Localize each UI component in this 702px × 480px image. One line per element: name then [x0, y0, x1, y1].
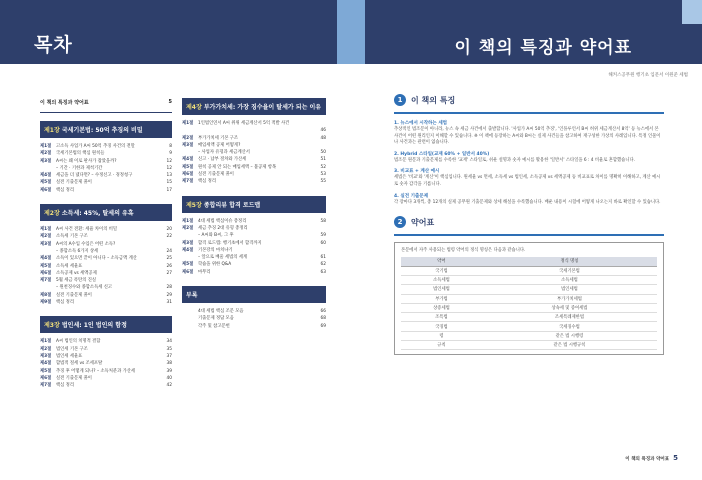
left-header — [0, 0, 351, 64]
toc-entry[interactable] — [182, 323, 326, 330]
entry-title: 핵심 정리 — [56, 187, 74, 193]
entry-title: 기본강의 마치냐기 — [198, 247, 233, 253]
header-stripe — [351, 0, 365, 64]
entry-title — [198, 127, 319, 134]
entry-number: 제9절 — [40, 300, 52, 306]
entry-number — [182, 127, 198, 134]
feature-title: 2. Hybrid 스타일(교재 60% + 일반서 40%) — [394, 151, 490, 157]
toc-entry[interactable] — [182, 127, 326, 134]
chapter-title: 부가가치세: 가장 징수율이 탈세가 되는 이유 — [203, 104, 322, 111]
toc-entry[interactable] — [182, 218, 326, 225]
entry-title: 4대 세법 핵심이슈 총정리 — [198, 218, 247, 224]
entry-page: 8 — [169, 144, 172, 149]
entry-number — [182, 315, 198, 322]
entry-number: 제3절 — [40, 353, 52, 359]
abbr-full: 같은 법 시행령 — [482, 331, 657, 340]
entry-page: 55 — [320, 179, 326, 185]
toc-entry[interactable] — [182, 269, 326, 276]
toc-top-page: 5 — [168, 99, 172, 105]
abbr-short: 소득세법 — [401, 275, 482, 284]
entry-page: 59 — [320, 233, 326, 239]
entry-number: 제4절 — [182, 247, 194, 253]
chapter-title: 법인세: 1인 법인의 함정 — [61, 322, 127, 330]
table-row — [401, 303, 657, 312]
feature-body: 법조문 원문과 기출문제를 수록한 '교재' 스타일로, 쉬운 설명과 숫자 예시를 활용한 '일반서' 스타일을 6 : 4 비율로 혼합했습니다. — [394, 157, 635, 163]
table-row — [401, 313, 657, 322]
entry-title: 핵심 정리 — [56, 383, 74, 389]
entry-page: 38 — [166, 361, 172, 367]
entry-title: 국세기본법의 핵심 원칙들 — [56, 151, 105, 157]
toc-entry[interactable] — [40, 255, 172, 262]
right-subtitle: 해커스공무원 행기초 입문서 이원준 세법 — [608, 73, 688, 78]
abbr-short: 규칙 — [401, 341, 482, 350]
entry-number: 제7절 — [40, 383, 52, 389]
entry-page: 20 — [166, 227, 172, 233]
entry-page: 24 — [166, 248, 172, 254]
entry-page: 62 — [320, 262, 326, 268]
toc-entry[interactable] — [40, 299, 172, 306]
section-2-heading — [394, 216, 664, 228]
entry-number: 제5절 — [40, 180, 52, 186]
chapter-number: 제2장 — [44, 210, 60, 218]
toc-entry[interactable] — [40, 233, 172, 240]
toc-entry[interactable] — [40, 270, 172, 277]
toc-entry[interactable] — [182, 171, 326, 178]
abbr-full: 국세징수법 — [482, 322, 657, 331]
entry-title: 학습을 위한 Q&A — [198, 262, 232, 268]
toc-entry[interactable] — [40, 179, 172, 186]
feature-body: 각 장마다 3개씩, 총 12개의 실제 공무원 기출문제와 상세 해설을 수록했습니다. 배운 내용이 시험에 어떻게 나오는지 바로 확인할 수 있습니다. — [394, 199, 661, 205]
entry-page: 28 — [166, 285, 172, 291]
corner-tab-right — [682, 0, 702, 24]
entry-title: 법인세 기본 구조 — [56, 346, 88, 352]
abbr-short: 국기법 — [401, 266, 482, 275]
section-number-badge: 2 — [394, 216, 406, 228]
entry-page — [324, 142, 326, 149]
entry-title: 추징 후 어떻게 되나? – 소득처분과 가산세 — [56, 368, 136, 374]
toc-entry[interactable] — [182, 164, 326, 171]
entry-page: 58 — [320, 218, 326, 224]
entry-number — [40, 165, 56, 172]
table-row — [401, 275, 657, 284]
table-row — [401, 266, 657, 275]
entry-page — [170, 241, 172, 248]
toc-entry[interactable] — [182, 308, 326, 315]
entry-number: 제1절 — [182, 121, 194, 126]
chapters-col2 — [182, 98, 326, 330]
entry-page: 40 — [166, 375, 172, 381]
entry-number — [182, 254, 198, 261]
features-list — [394, 120, 664, 206]
entry-number — [182, 149, 198, 156]
entry-number: 제7절 — [40, 278, 52, 284]
entry-number: 제4절 — [40, 173, 52, 179]
chapter-title: 종합리뷰 합격 로드맵 — [203, 201, 261, 209]
toc-entry[interactable] — [182, 315, 326, 322]
feature-body: 세법은 '비교'와 '계산'이 핵심입니다. 원세율 vs 면세, 소득세 vs 법인세, 소득공제 vs 세액공제 등 비교표로 차이를 명확히 이해하고, 계산 예시로 숫자 감각을 기릅니다. — [394, 175, 661, 187]
entry-number: 제5절 — [40, 263, 52, 269]
entry-title: A씨 사건 전환: 세율 차이의 비밀 — [56, 227, 118, 233]
left-title: 목차 — [34, 34, 73, 56]
toc-column-1 — [40, 98, 172, 399]
entry-title: 실전 기출문제 풀이 — [56, 375, 92, 381]
chapter-section — [182, 286, 326, 330]
chapter-number: 제5장 — [186, 201, 202, 209]
table-row — [401, 285, 657, 294]
feature-title: 4. 실전 기출문제 — [394, 193, 429, 199]
entry-number: 제3절 — [182, 142, 194, 148]
entry-title: 소득세 기본 구조 — [56, 234, 88, 240]
toc-entry[interactable] — [40, 158, 172, 165]
entry-title: 법인세 세율표 — [56, 353, 83, 359]
entry-page: 48 — [320, 135, 326, 141]
toc-entry[interactable] — [40, 150, 172, 157]
entry-page: 52 — [320, 164, 326, 170]
entry-title: 핵심 정리 — [56, 300, 74, 306]
abbreviation-box — [394, 242, 664, 355]
entry-page: 22 — [166, 234, 172, 240]
footer-label: 이 책의 특징과 약어표 — [625, 457, 670, 462]
toc-top-label: 이 책의 특징과 약어표 — [40, 100, 89, 106]
entry-number — [40, 248, 56, 255]
section-1-heading — [394, 94, 664, 106]
chapter-section — [182, 98, 326, 186]
entry-page — [324, 120, 326, 127]
table-row — [401, 322, 657, 331]
entry-number — [182, 308, 198, 315]
entry-title: 마무리 — [198, 269, 211, 275]
toc-entry[interactable] — [182, 225, 326, 232]
entry-page: 27 — [166, 270, 172, 276]
entry-title: 세금을 더 냈다면? – 수정신고 · 경정청구 — [56, 173, 133, 179]
chapter-title: 소득세: 45%, 탈세의 유혹 — [61, 210, 134, 218]
entry-page: 39 — [166, 368, 172, 374]
abbr-full: 법인세법 — [482, 285, 657, 294]
section-title: 이 책의 특징 — [411, 95, 456, 105]
entry-number — [182, 232, 198, 239]
entry-number: 제4절 — [40, 256, 52, 262]
entry-number: 제8절 — [40, 292, 52, 298]
table-header: 정식 명칭 — [482, 257, 657, 266]
entry-number: 제6절 — [40, 375, 52, 381]
feature-item — [394, 151, 664, 165]
entry-title: 소득이 있으면 끝이 아니다 – 소득금액 계산 — [56, 256, 137, 262]
right-content — [394, 94, 664, 355]
toc-entry[interactable] — [40, 248, 172, 255]
section-rule — [394, 112, 664, 114]
entry-number: 제2절 — [40, 151, 52, 157]
toc-entry[interactable] — [182, 156, 326, 163]
entry-title: 합법적 절세 vs 조세포탈 — [56, 361, 103, 367]
entry-number: 제1절 — [40, 144, 52, 149]
abbr-full: 부가가치세법 — [482, 294, 657, 303]
toc-entry[interactable] — [40, 284, 172, 291]
entry-page: 37 — [166, 353, 172, 359]
entry-title: 실전 기출문제 풀이 — [56, 180, 92, 186]
toc-entry[interactable] — [40, 346, 172, 353]
entry-number: 제4절 — [182, 157, 194, 163]
entry-page — [170, 277, 172, 284]
entry-number: 제3절 — [182, 240, 194, 246]
toc-entry[interactable] — [182, 240, 326, 247]
toc-entry[interactable] — [182, 149, 326, 156]
toc-entry[interactable] — [40, 368, 172, 375]
table-row — [401, 331, 657, 340]
entry-page: 50 — [320, 150, 326, 156]
abbr-full: 같은 법 시행규칙 — [482, 341, 657, 350]
entry-number: 제5절 — [40, 368, 52, 374]
abbr-full: 소득세법 — [482, 275, 657, 284]
entry-page: 69 — [320, 323, 326, 329]
entry-page: 63 — [320, 269, 326, 275]
entry-number: 제1절 — [182, 218, 194, 224]
table-row — [401, 294, 657, 303]
entry-page: 35 — [166, 346, 172, 352]
chapter-band[interactable] — [182, 286, 326, 303]
entry-number: 제6절 — [182, 172, 194, 178]
entry-title: 원칙 공제 안 되는 매입세액 – 불공제 항목 — [198, 164, 277, 170]
entry-page: 51 — [320, 157, 326, 163]
table-row — [401, 341, 657, 350]
entry-number: 제2절 — [40, 234, 52, 240]
entry-page: 25 — [166, 256, 172, 262]
entry-title: – 사업자 유형과 세금계산서 — [198, 150, 250, 156]
feature-item — [394, 193, 664, 207]
section-rule — [394, 234, 664, 236]
toc-entry[interactable] — [40, 277, 172, 284]
entry-number: 제1절 — [40, 339, 52, 345]
chapter-section — [40, 121, 172, 194]
chapters-col1 — [40, 121, 172, 389]
toc-entry[interactable] — [40, 187, 172, 194]
toc-column-2 — [182, 98, 326, 340]
chapter-section — [40, 204, 172, 306]
feature-title: 1. 뉴스에서 시작하는 세법 — [394, 121, 448, 126]
entry-title: 핵심 정리 — [198, 179, 216, 185]
feature-body: 추상적인 법조문이 아니라, 뉴스 속 세금 사건에서 출발합니다. '사업가 A씨 50억 추징', '인플루언서 B씨 허위 세금계산서 8억' 등 뉴스에서 본 사건이 어떤 원리인지 이해할 수 있습니다. ※ 이 책에 등장하는 A씨와 B씨는 실제 사건들을 참고하여 재구성한 가상의 사례입니다. 특정 인물이나 사건과는 관련이 없습니다. — [394, 127, 661, 146]
entry-number: 제4절 — [40, 361, 52, 367]
chapter-band[interactable] — [182, 98, 326, 115]
abbr-full: 조세특례제한법 — [482, 313, 657, 322]
abbr-short: 령 — [401, 331, 482, 340]
feature-title: 3. 비교표 + 계산 예시 — [394, 169, 440, 175]
toc-entry[interactable] — [40, 165, 172, 172]
entry-number: 제5절 — [182, 164, 194, 170]
abbr-short: 조특법 — [401, 313, 482, 322]
entry-number: 제6절 — [182, 269, 194, 275]
toc-entry[interactable] — [40, 382, 172, 389]
toc-entry[interactable] — [40, 338, 172, 345]
entry-title: 부가가치세 기본 구조 — [198, 135, 239, 141]
abbr-short: 부가법 — [401, 294, 482, 303]
entry-title: – 종합소득 6가지 상세 — [56, 248, 99, 254]
entry-page — [324, 247, 326, 254]
right-header — [351, 0, 702, 64]
entry-number: 제5절 — [182, 262, 194, 268]
entry-page: 17 — [166, 187, 172, 193]
entry-title: A씨는 왜 이로 판사가 잡았을까? — [56, 158, 117, 164]
entry-title: – 앞으로 배울 세법의 세계 — [198, 255, 248, 261]
chapter-number: 제1장 — [44, 127, 60, 134]
toc-entry[interactable] — [40, 375, 172, 382]
chapter-title: 국세기본법: 50억 추징의 비밀 — [61, 127, 143, 134]
chapter-section — [182, 196, 326, 276]
entry-page: 15 — [166, 180, 172, 186]
page-number: 5 — [673, 454, 678, 462]
header-stripe — [337, 0, 351, 64]
entry-number: 제2절 — [40, 346, 52, 352]
chapter-section — [40, 316, 172, 389]
right-title: 이 책의 특징과 약어표 — [454, 38, 632, 58]
entry-title: 실전 기출문제 풀이 — [56, 292, 92, 298]
entry-page: 29 — [166, 292, 172, 298]
toc-entry[interactable] — [182, 247, 326, 254]
entry-title: 고소득 사업가 A씨 50억 추징 사건의 전말 — [56, 144, 135, 149]
abbreviation-note: 본문에서 자주 사용되는 법령 약어의 정식 명칭은 다음과 같습니다. — [401, 248, 526, 254]
toc-entry[interactable] — [182, 120, 326, 127]
abbreviation-table — [401, 257, 657, 350]
page-footer — [625, 454, 678, 462]
entry-page: 31 — [166, 300, 172, 306]
chapter-band[interactable] — [182, 196, 326, 213]
entry-page: 26 — [166, 263, 172, 269]
toc-entry[interactable] — [40, 292, 172, 299]
toc-entry[interactable] — [182, 232, 326, 239]
entry-number: 제1절 — [40, 227, 52, 233]
chapter-band[interactable] — [40, 316, 172, 333]
abbr-full: 상속세 및 증여세법 — [482, 303, 657, 312]
entry-number: 제3절 — [40, 158, 52, 164]
toc-entry[interactable] — [40, 172, 172, 179]
entry-number — [182, 323, 198, 330]
toc-entry[interactable] — [40, 263, 172, 270]
entry-page: 66 — [320, 309, 326, 315]
toc-entry[interactable] — [40, 143, 172, 150]
entry-title: 각주 및 참고문헌 — [198, 323, 230, 329]
entry-page: 61 — [320, 255, 326, 261]
toc-top-entry[interactable] — [40, 98, 172, 113]
entry-page — [324, 225, 326, 232]
chapter-number: 제3장 — [44, 322, 60, 330]
chapter-band[interactable] — [40, 204, 172, 221]
feature-item — [394, 168, 664, 188]
entry-page: 53 — [320, 172, 326, 178]
toc-entry[interactable] — [182, 178, 326, 185]
entry-page: 34 — [166, 339, 172, 345]
entry-number — [40, 284, 56, 291]
entry-page: 12 — [166, 165, 172, 171]
toc-entry[interactable] — [40, 353, 172, 360]
entry-title: A씨 법인의 치명적 결함 — [56, 339, 101, 345]
entry-number: 제2절 — [182, 225, 194, 231]
feature-item — [394, 120, 664, 147]
entry-title: 기출문제 정답 모음 — [198, 316, 234, 322]
toc-entry[interactable] — [182, 254, 326, 261]
toc-entry[interactable] — [40, 241, 172, 248]
entry-title: 신고 · 납부 절차와 가산세 — [198, 157, 247, 163]
toc-entry[interactable] — [40, 360, 172, 367]
section-number-badge: 1 — [394, 94, 406, 106]
entry-number: 제6절 — [40, 270, 52, 276]
toc-entry[interactable] — [182, 261, 326, 268]
entry-title: 5월 세금 폭탄의 진실 — [56, 278, 97, 284]
entry-title: 합격 로드맵: 행기초에서 합격까지 — [198, 240, 262, 246]
entry-title: 소득공제 vs 세액공제 — [56, 270, 97, 276]
entry-title: 매입세액 공제 어떻게? — [198, 142, 241, 148]
abbr-short: 법인세법 — [401, 285, 482, 294]
entry-title: 세금 추징 2대 유형 총정리 — [198, 225, 248, 231]
entry-number: 제3절 — [40, 241, 52, 247]
entry-number: 제2절 — [182, 135, 194, 141]
entry-title: 실전 기출문제 풀이 — [198, 172, 234, 178]
entry-title: – 원천징수와 종합소득세 신고 — [56, 285, 113, 291]
toc-entry[interactable] — [182, 142, 326, 149]
entry-title: A씨의 A수입 수입은 어떤 소득? — [56, 241, 116, 247]
entry-page: 42 — [166, 383, 172, 389]
abbr-short: 국징법 — [401, 322, 482, 331]
entry-title: – 기간 · 기한과 제척기간 — [56, 165, 103, 171]
abbr-full: 국세기본법 — [482, 266, 657, 275]
entry-page: 46 — [320, 128, 326, 134]
entry-page: 68 — [320, 316, 326, 322]
toc-entry[interactable] — [182, 135, 326, 142]
chapter-title: 부록 — [186, 292, 198, 300]
section-title: 약어표 — [411, 217, 435, 227]
entry-title: 4대 세법 핵심 조문 모음 — [198, 309, 244, 315]
entry-page: 9 — [169, 151, 172, 157]
abbr-short: 상증세법 — [401, 303, 482, 312]
entry-title: – A씨와 B씨, 그 후 — [198, 233, 234, 239]
chapter-band[interactable] — [40, 121, 172, 138]
entry-page: 12 — [166, 158, 172, 164]
entry-number: 제7절 — [182, 179, 194, 185]
entry-page: 13 — [166, 173, 172, 179]
entry-title: 1인법인연서 A씨 위위 세금계산서 5억 적발 사건 — [198, 121, 290, 126]
entry-page: 60 — [320, 240, 326, 246]
entry-title: 소득세 세율표 — [56, 263, 83, 269]
chapter-number: 제4장 — [186, 104, 202, 111]
toc-entry[interactable] — [40, 226, 172, 233]
entry-number: 제6절 — [40, 187, 52, 193]
table-header: 약어 — [401, 257, 482, 266]
